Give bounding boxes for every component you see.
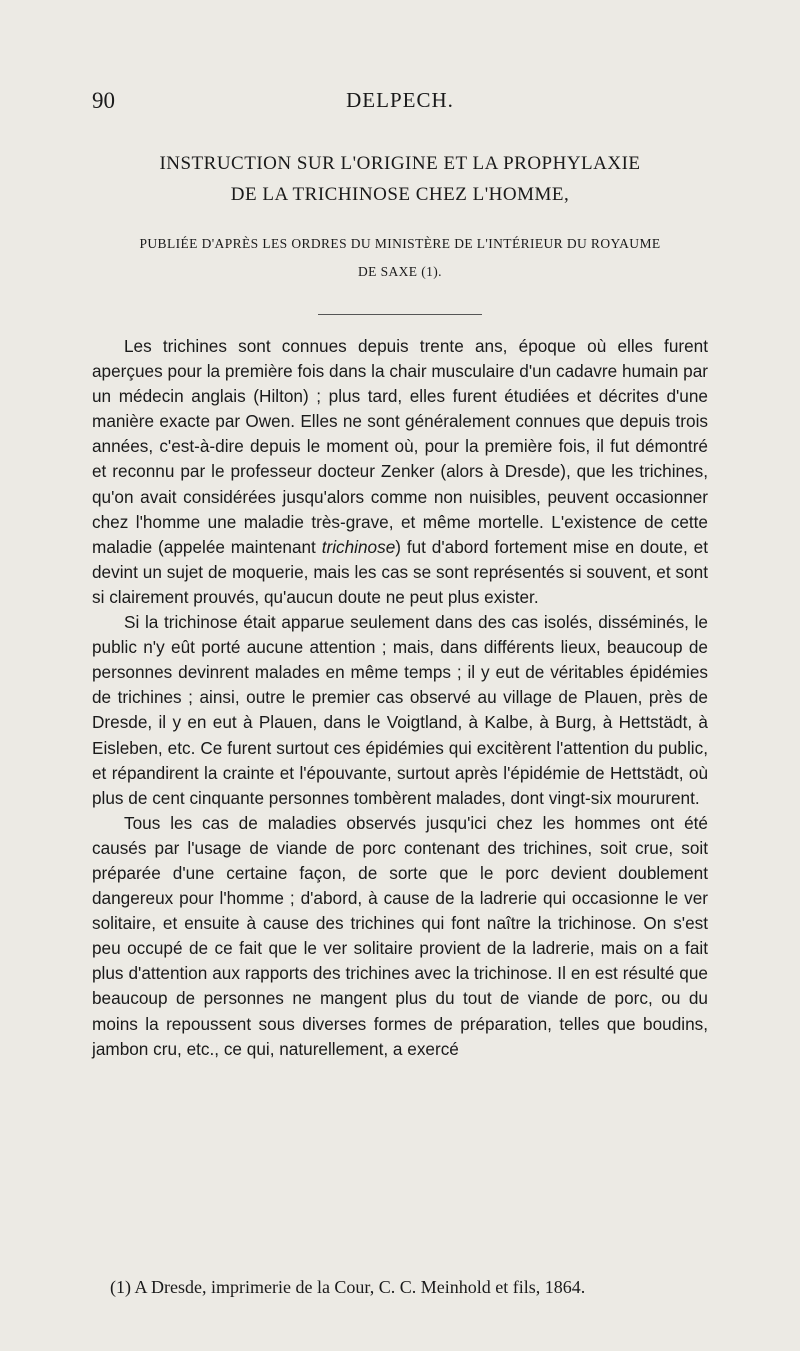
body-text	[92, 334, 708, 1062]
running-head: DELPECH.	[346, 88, 454, 112]
page-number: 90	[92, 88, 115, 113]
title-line-1: INSTRUCTION SUR L'ORIGINE ET LA PROPHYLAXIE	[159, 153, 641, 174]
article-title	[92, 148, 708, 210]
title-line-2: DE LA TRICHINOSE CHEZ L'HOMME,	[230, 184, 570, 205]
paragraph-1-emphasis: trichinose	[321, 536, 396, 557]
paragraph-1-part-b: ) fut d'abord fortement mise en doute, et devint un sujet de moquerie, mais les cas se sont représentés si souvent, et sont si clairement prouvés, qu'aucun doute ne peut plus exister.	[92, 536, 709, 607]
paragraph-1	[92, 334, 708, 610]
footnote: (1) A Dresde, imprimerie de la Cour, C. C. Meinhold et fils, 1864.	[110, 1277, 586, 1297]
paragraph-1-part-a: Les trichines sont connues depuis trente ans, époque où elles furent aperçues pour la première fois dans la chair musculaire d'un cadavre humain par un médecin anglais (Hilton) ; plus tard, elles furent étudiées et décrites d'une manière exacte par Owen. Elles ne sont généralement connues que depuis trois années, c'est-à-dire depuis le moment où, pour la première fois, il fut démontré et reconnu par le professeur docteur Zenker (alors à Dresde), que les trichines, qu'on avait considérées jusqu'alors comme non nuisibles, peuvent occasionner chez l'homme une maladie très-grave, et même mortelle. L'existence de cette maladie (appelée maintenant	[92, 336, 708, 557]
paragraph-2: Si la trichinose était apparue seulement dans des cas isolés, disséminés, le public n'y eût porté aucune attention ; mais, dans différents lieux, beaucoup de personnes devinrent malades en même temps ; il y eut de véritables épidémies de trichines ; ainsi, outre le premier cas observé au village de Plauen, près de Dresde, il y en eut à Plauen, dans le Voigtland, à Kalbe, à Burg, à Hettstädt, à Eisleben, etc. Ce furent surtout ces épidémies qui excitèrent l'attention du public, et répandirent la crainte et l'épouvante, surtout après l'épidémie de Hettstädt, où plus de cent cinquante personnes tombèrent malades, dont vingt-six moururent.	[92, 612, 708, 808]
subtitle-line-1: PUBLIÉE D'APRÈS LES ORDRES DU MINISTÈRE DE L'INTÉRIEUR DU ROYAUME	[139, 236, 661, 251]
subtitle-line-2: DE SAXE (1).	[358, 264, 442, 279]
paragraph-3: Tous les cas de maladies observés jusqu'ici chez les hommes ont été causés par l'usage de viande de porc contenant des trichines, soit crue, soit préparée d'une certaine façon, de sorte que le porc devient doublement dangereux pour l'homme ; d'abord, à cause de la ladrerie qui occasionne le ver solitaire, et ensuite à cause des trichines qui font naître la trichinose. On s'est peu occupé de ce fait que le ver solitaire provient de la ladrerie, mais on a fait plus d'attention aux rapports des trichines avec la trichinose. Il en est résulté que beaucoup de personnes ne mangent plus du tout de viande de porc, ou du moins la repoussent sous diverses formes de préparation, telles que boudins, jambon cru, etc., ce qui, naturellement, a exercé	[92, 812, 708, 1059]
separator-rule	[318, 314, 482, 315]
article-subtitle	[86, 230, 714, 286]
